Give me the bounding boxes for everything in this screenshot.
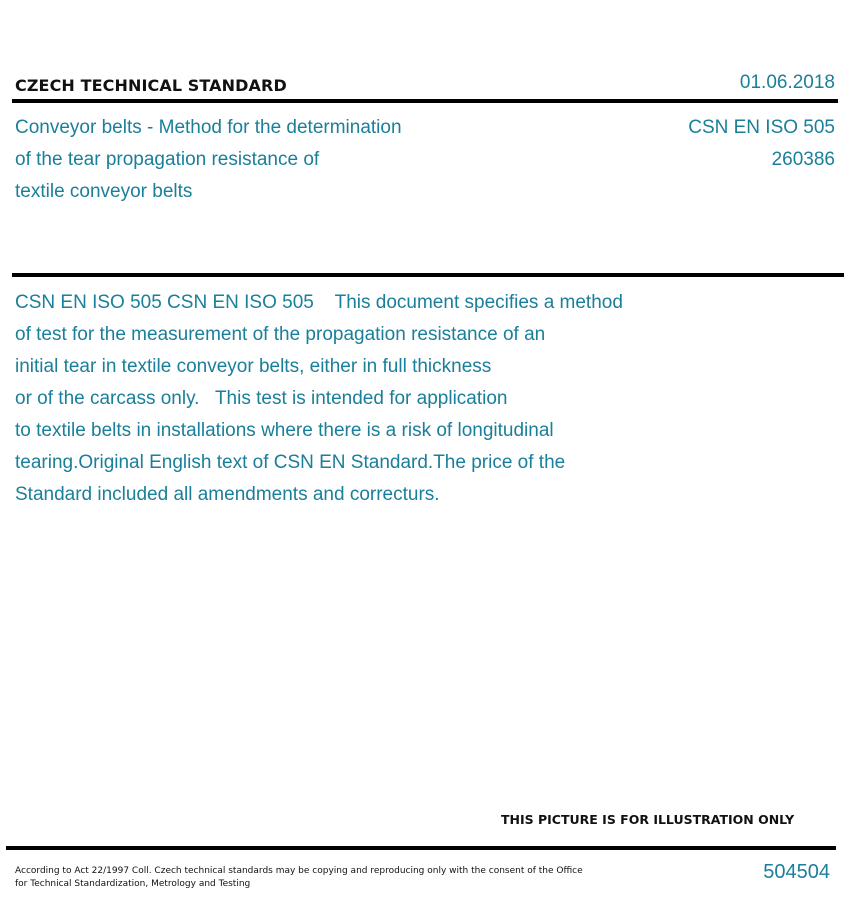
description-line: CSN EN ISO 505 CSN EN ISO 505 This document specifies a method	[15, 292, 623, 313]
description-line: of test for the measurement of the propagation resistance of an	[15, 324, 546, 345]
standard-code: CSN EN ISO 505	[688, 117, 835, 138]
header-divider	[12, 99, 838, 103]
standard-title-line-1: Conveyor belts - Method for the determination	[15, 117, 402, 138]
standard-title-line-2: of the tear propagation resistance of	[15, 149, 320, 170]
header-title: CZECH TECHNICAL STANDARD	[15, 76, 287, 95]
catalog-number: 260386	[771, 149, 835, 170]
legal-line: According to Act 22/1997 Coll. Czech technical standards may be copying and reproducing only with the consent of the Office	[15, 866, 583, 876]
description-line: Standard included all amendments and correcturs.	[15, 484, 440, 505]
publication-date: 01.06.2018	[739, 72, 835, 93]
description-line: tearing.Original English text of CSN EN Standard.The price of the	[15, 452, 566, 473]
description-line: to textile belts in installations where there is a risk of longitudinal	[15, 420, 554, 441]
legal-notice	[15, 865, 583, 891]
legal-line: for Technical Standardization, Metrology and Testing	[15, 879, 251, 889]
standard-title-line-3: textile conveyor belts	[15, 181, 193, 202]
description-line: initial tear in textile conveyor belts, either in full thickness	[15, 356, 492, 377]
illustration-note: THIS PICTURE IS FOR ILLUSTRATION ONLY	[501, 812, 795, 827]
footer-divider	[6, 846, 836, 850]
description-line: or of the carcass only. This test is intended for application	[15, 388, 508, 409]
document-number: 504504	[763, 861, 830, 883]
section-divider	[12, 273, 844, 277]
standard-description	[15, 287, 735, 511]
